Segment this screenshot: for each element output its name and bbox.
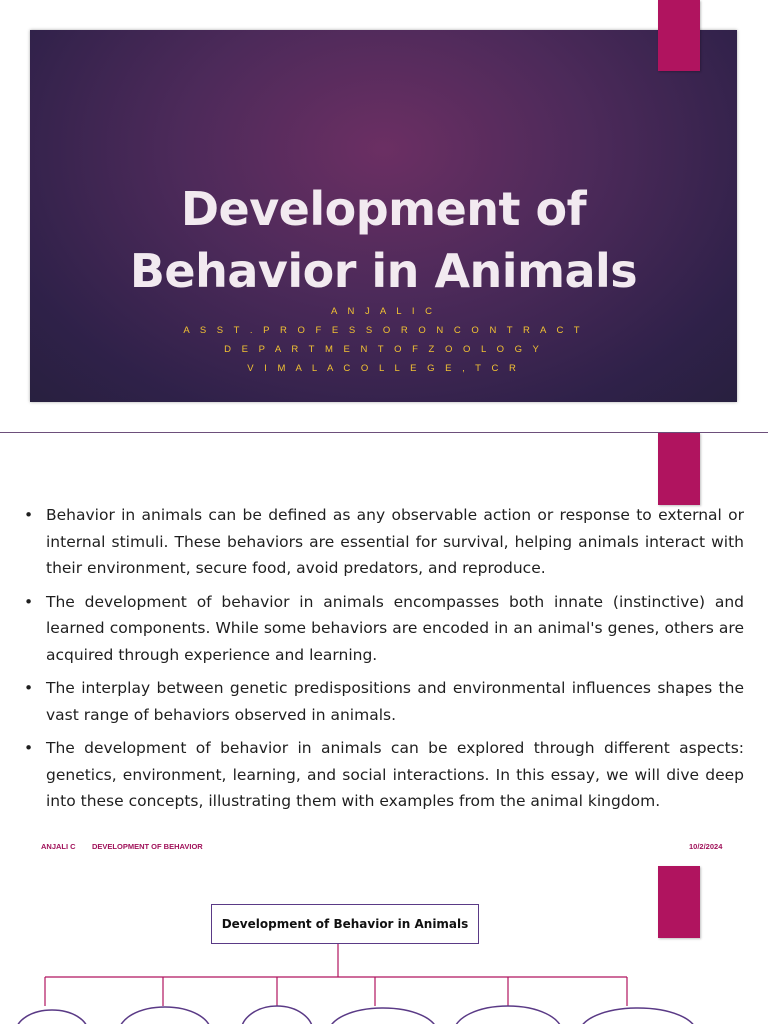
slide-2-accent-tab: [658, 433, 700, 505]
bullet-list: [22, 502, 744, 822]
slide-title: [30, 178, 737, 302]
bullet-marker: •: [24, 506, 34, 524]
child-node: [580, 1008, 696, 1024]
bullet-item: [22, 589, 744, 669]
child-node: [454, 1006, 562, 1024]
org-chart-connectors: [0, 940, 768, 1024]
bullet-text: The development of behavior in animals can be explored through different aspects: genetics, environment, learning, and social interactions. In this essay, we will dive deep into these concepts, illustrating them with examples from the animal kingdom.: [46, 739, 744, 810]
child-node: [119, 1007, 211, 1024]
author-name: A N J A L I C: [331, 306, 436, 317]
footer-date: 10/2/2024: [689, 842, 723, 851]
slide-3-accent-tab: [658, 866, 700, 938]
bullet-item: [22, 735, 744, 815]
author-position: A S S T . P R O F E S S O R O N C O N T R A C T: [183, 325, 584, 336]
bullet-marker: •: [24, 592, 34, 611]
bullet-marker: •: [24, 739, 34, 757]
child-node: [16, 1010, 88, 1024]
bullet-marker: •: [24, 679, 34, 697]
bullet-text: The interplay between genetic predispositions and environmental influences shapes the vast range of behaviors observed in animals.: [46, 679, 744, 724]
slide-title-line-2: Behavior in Animals: [129, 244, 638, 298]
org-chart-root-label: Development of Behavior in Animals: [221, 917, 469, 931]
child-node: [241, 1006, 313, 1024]
slide-subtitle: [30, 302, 737, 378]
bullet-item: [22, 675, 744, 728]
slide-1-accent-tab: [658, 0, 700, 71]
footer-title: DEVELOPMENT OF BEHAVIOR: [92, 842, 203, 851]
bullet-item: [22, 502, 744, 582]
org-chart-root-box: [211, 904, 479, 944]
child-node: [329, 1008, 437, 1024]
bullet-text: Behavior in animals can be defined as any observable action or response to external or internal stimuli. These behaviors are essential for survival, helping animals interact with their environment, secure food, avoid predators, and reproduce.: [46, 506, 744, 577]
footer-author: ANJALI C: [41, 842, 76, 851]
author-department: D E P A R T M E N T O F Z O O L O G Y: [224, 344, 543, 355]
slide-title-line-1: Development of: [180, 182, 587, 236]
slide-divider: [0, 432, 768, 433]
bullet-text: The development of behavior in animals encompasses both innate (instinctive) and learned components. While some behaviors are encoded in an animal's genes, others are acquired through experience and learning.: [46, 592, 744, 664]
author-college: V I M A L A C O L L E G E , T C R: [247, 363, 520, 374]
title-slide: [30, 30, 737, 402]
